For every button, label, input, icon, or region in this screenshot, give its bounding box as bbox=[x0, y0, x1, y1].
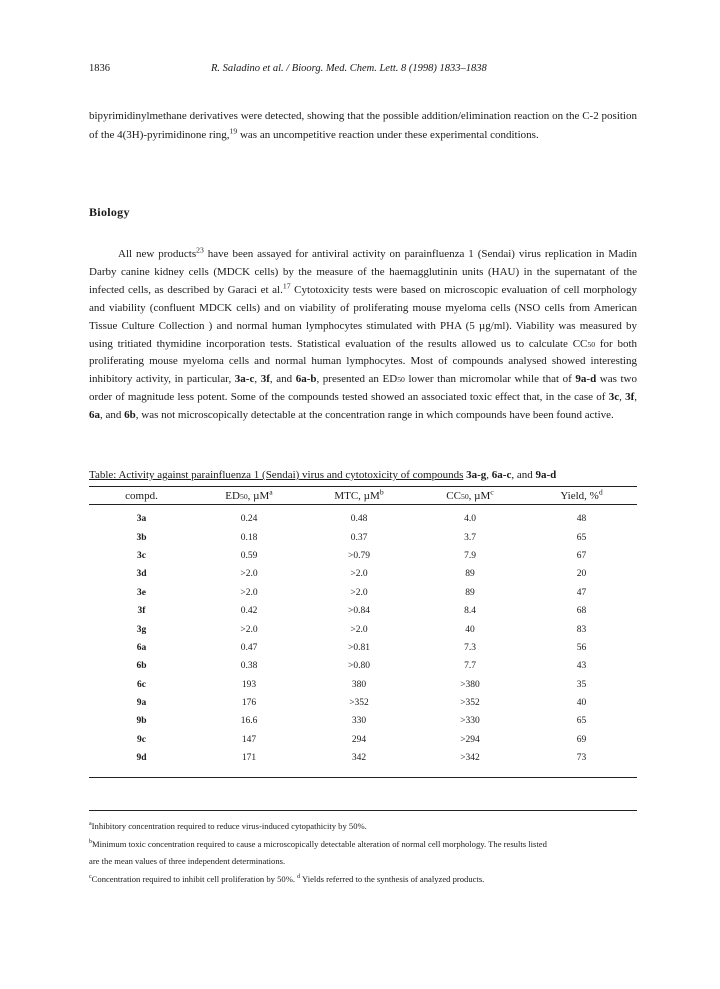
cell-mtc: >352 bbox=[349, 698, 369, 709]
footnote-b-continued bbox=[89, 853, 637, 871]
cell-compd: 9d bbox=[136, 753, 147, 764]
cell-compd: 3b bbox=[136, 532, 147, 543]
cell-compd: 3f bbox=[137, 606, 146, 617]
cell-cc50: 7.9 bbox=[464, 550, 476, 561]
cell-mtc: >2.0 bbox=[350, 587, 368, 598]
compound-ref: 3f bbox=[260, 373, 270, 386]
cell-mtc: 342 bbox=[351, 753, 367, 764]
cell-compd: 6a bbox=[136, 642, 147, 653]
cell-yield: 83 bbox=[576, 624, 587, 635]
header-text: MTC, µM bbox=[334, 489, 380, 502]
cell-yield: 48 bbox=[576, 514, 587, 525]
compound-ref: 9a-d bbox=[575, 373, 597, 386]
cell-ed50: 171 bbox=[241, 753, 257, 764]
cell-cc50: 4.0 bbox=[464, 514, 476, 525]
cell-compd: 3d bbox=[136, 569, 147, 580]
table-row bbox=[89, 749, 637, 778]
text: , presented an ED bbox=[316, 373, 398, 386]
caption-text: , bbox=[486, 469, 492, 481]
text: lower than micromolar while that of bbox=[404, 373, 576, 386]
cell-cc50: >342 bbox=[460, 753, 480, 764]
cell-ed50: 147 bbox=[241, 734, 257, 745]
header-text: CC bbox=[446, 489, 461, 502]
cell-cc50: 7.7 bbox=[464, 661, 476, 672]
paragraph-intro bbox=[89, 107, 637, 145]
cell-yield: 40 bbox=[576, 698, 587, 709]
journal-citation: R. Saladino et al. / Bioorg. Med. Chem. Lett. 8 (1998) 1833–1838 bbox=[211, 63, 487, 74]
cell-ed50: 0.42 bbox=[240, 606, 258, 617]
header-compd bbox=[89, 487, 194, 505]
cell-yield: 56 bbox=[576, 642, 587, 653]
cell-mtc: 380 bbox=[351, 679, 367, 690]
cell-yield: 65 bbox=[576, 532, 587, 543]
reference-23: 23 bbox=[196, 245, 204, 255]
header-text: Yield, % bbox=[560, 489, 599, 502]
footnote-c-d bbox=[89, 871, 637, 889]
cell-cc50: >352 bbox=[460, 698, 480, 709]
cell-cc50: 89 bbox=[465, 569, 475, 580]
cell-mtc: 0.37 bbox=[350, 532, 368, 543]
table-footnotes bbox=[89, 818, 637, 888]
table-row bbox=[89, 694, 637, 712]
header-yield bbox=[526, 487, 637, 505]
cell-ed50: 193 bbox=[241, 679, 257, 690]
cell-ed50: 0.38 bbox=[240, 661, 258, 672]
cell-ed50: >2.0 bbox=[240, 569, 258, 580]
footnote-text: are the mean values of three independent determinations. bbox=[89, 856, 286, 866]
text: All new products bbox=[118, 248, 197, 260]
footnote-mark: a bbox=[269, 486, 273, 496]
cell-compd: 3a bbox=[136, 514, 147, 525]
cell-ed50: >2.0 bbox=[240, 587, 258, 598]
table-row bbox=[89, 712, 637, 730]
footnote-mark: b bbox=[379, 486, 384, 496]
footnote-mark: b bbox=[89, 838, 93, 845]
footnote-b bbox=[89, 836, 637, 854]
header-text: , µM bbox=[247, 489, 270, 502]
activity-table bbox=[89, 486, 637, 778]
cell-cc50: 40 bbox=[465, 624, 475, 635]
header-cc50 bbox=[414, 487, 526, 505]
cell-cc50: 3.7 bbox=[464, 532, 476, 543]
footnote-mark: c bbox=[490, 486, 494, 496]
paragraph-biology bbox=[89, 246, 637, 425]
table-row bbox=[89, 547, 637, 565]
cell-yield: 65 bbox=[576, 716, 587, 727]
table-row bbox=[89, 620, 637, 638]
text: for both proliferating mouse myeloma cells and normal human lymphocytes. Most of compounds analysed showed interesting inhibitory activity, in particular, bbox=[89, 337, 637, 386]
compound-ref: 3a-c bbox=[234, 373, 255, 386]
cell-mtc: >0.80 bbox=[348, 661, 370, 672]
compound-ref: 3f bbox=[625, 391, 635, 404]
cell-mtc: 294 bbox=[351, 734, 367, 745]
text: , was not microscopically detectable at the concentration range in which compounds have been found active. bbox=[135, 409, 614, 422]
cell-yield: 35 bbox=[576, 679, 587, 690]
compound-ref: 9a-d bbox=[535, 469, 557, 481]
cell-cc50: 89 bbox=[465, 587, 475, 598]
text: , and bbox=[100, 409, 125, 422]
compound-ref: 3a-g bbox=[466, 469, 487, 481]
table-caption bbox=[89, 469, 637, 481]
table-row bbox=[89, 602, 637, 620]
text: Cytotoxicity tests were based on microscopic evaluation of cell morphology and viability (confluent MDCK cells) and on viability of proliferating mouse myeloma cells (NSO cells from American Tissue Culture Collection ) and normal human lymphocytes stimulated with PHA (5 µg/ml). Viability was measured by using tritiated thymidine incorporation tests. Statistical evaluation of the results allowed us to calculate CC bbox=[89, 283, 637, 350]
text: bipyrimidinylmethane derivatives were detected, showing that the possible addition/elimination reaction on the C-2 position of the 4(3H)-pyrimidinone ring, bbox=[89, 110, 637, 141]
caption-text: , and bbox=[511, 469, 536, 481]
page-number: 1836 bbox=[89, 63, 110, 74]
cell-compd: 9b bbox=[136, 716, 147, 727]
cell-compd: 6b bbox=[136, 661, 147, 672]
cell-cc50: >294 bbox=[460, 734, 480, 745]
text: was an uncompetitive reaction under these experimental conditions. bbox=[237, 129, 539, 141]
cell-mtc: >0.84 bbox=[348, 606, 370, 617]
footnote-mark: a bbox=[89, 821, 92, 828]
cell-ed50: 16.6 bbox=[240, 716, 258, 727]
header-text: , µM bbox=[468, 489, 491, 502]
section-heading-biology: Biology bbox=[89, 205, 130, 219]
cell-compd: 6c bbox=[137, 679, 146, 690]
cell-cc50: 7.3 bbox=[464, 642, 476, 653]
caption-text: Table: Activity against parainfluenza 1 (Sendai) virus and cytotoxicity of compounds bbox=[89, 469, 464, 481]
footnote-a bbox=[89, 818, 637, 836]
table-body bbox=[89, 505, 637, 778]
text: , bbox=[619, 391, 626, 404]
cell-ed50: 0.59 bbox=[240, 550, 258, 561]
text: , bbox=[634, 391, 638, 404]
table-row bbox=[89, 505, 637, 529]
cell-cc50: >330 bbox=[460, 716, 480, 727]
reference-17: 17 bbox=[282, 281, 291, 291]
cell-mtc: 330 bbox=[351, 716, 367, 727]
compound-ref: 6b bbox=[124, 409, 136, 422]
table-row bbox=[89, 584, 637, 602]
footnote-mark: c bbox=[89, 873, 92, 880]
cell-cc50: 8.4 bbox=[464, 606, 476, 617]
compound-ref: 6a-b bbox=[295, 373, 317, 386]
cell-mtc: >2.0 bbox=[350, 569, 368, 580]
cell-yield: 73 bbox=[576, 753, 587, 764]
compound-ref: 6a-c bbox=[491, 469, 512, 481]
header-text: ED bbox=[225, 489, 240, 502]
cell-compd: 3e bbox=[137, 587, 146, 598]
reference-19: 19 bbox=[229, 126, 238, 136]
table-row bbox=[89, 639, 637, 657]
header-mtc bbox=[304, 487, 414, 505]
cell-mtc: >2.0 bbox=[350, 624, 368, 635]
footnote-text: Minimum toxic concentration required to cause a microscopically detectable alteration of normal cell morphology. The results listed bbox=[92, 838, 547, 849]
compound-ref: 3c bbox=[608, 391, 620, 404]
footnote-mark: d bbox=[297, 873, 301, 880]
cell-ed50: 176 bbox=[241, 698, 257, 709]
footnote-text: Yields referred to the synthesis of analyzed products. bbox=[300, 873, 485, 884]
cell-compd: 9a bbox=[136, 698, 147, 709]
compound-ref: 6a bbox=[89, 409, 100, 422]
cell-mtc: >0.79 bbox=[348, 550, 370, 561]
cell-yield: 67 bbox=[576, 550, 587, 561]
footnote-mark: d bbox=[598, 486, 603, 496]
cell-compd: 3c bbox=[137, 550, 146, 561]
subscript: 50 bbox=[239, 491, 248, 501]
subscript: 50 bbox=[397, 375, 405, 385]
cell-yield: 43 bbox=[576, 661, 587, 672]
footnote-divider bbox=[89, 810, 637, 811]
header-text: compd. bbox=[125, 489, 158, 502]
cell-ed50: 0.47 bbox=[240, 642, 258, 653]
text: have been assayed for antiviral activity on parainfluenza 1 (Sendai) virus replication in Madin Darby canine kidney cells (MDCK cells) by the measure of the haemagglutinin units (HAU) in the supernatant of the infected cells, as described by Garaci et al. bbox=[89, 248, 638, 296]
cell-yield: 68 bbox=[576, 606, 587, 617]
cell-yield: 69 bbox=[576, 734, 587, 745]
text: was two order of magnitude less potent. Some of the compounds tested showed an associated toxic effect that, in the case of bbox=[89, 373, 637, 404]
cell-mtc: >0.81 bbox=[348, 642, 370, 653]
text: , and bbox=[269, 373, 296, 386]
header-ed50 bbox=[194, 487, 304, 505]
table-header-row bbox=[89, 487, 637, 505]
table-row bbox=[89, 676, 637, 694]
text: , bbox=[254, 373, 261, 386]
cell-mtc: 0.48 bbox=[350, 514, 368, 525]
cell-ed50: 0.24 bbox=[240, 514, 258, 525]
footnote-text: Inhibitory concentration required to reduce virus-induced cytopathicity by 50%. bbox=[91, 821, 367, 831]
cell-yield: 47 bbox=[576, 587, 587, 598]
subscript: 50 bbox=[460, 491, 469, 501]
cell-yield: 20 bbox=[576, 569, 587, 580]
cell-cc50: >380 bbox=[460, 679, 480, 690]
footnote-text: Concentration required to inhibit cell proliferation by 50%. bbox=[91, 873, 298, 884]
table-row bbox=[89, 528, 637, 546]
cell-compd: 3g bbox=[136, 624, 147, 635]
table-row bbox=[89, 565, 637, 583]
subscript: 50 bbox=[587, 339, 596, 349]
cell-ed50: 0.18 bbox=[240, 532, 258, 543]
table-row bbox=[89, 657, 637, 675]
table-row bbox=[89, 731, 637, 749]
cell-compd: 9c bbox=[137, 734, 146, 745]
cell-ed50: >2.0 bbox=[240, 624, 258, 635]
